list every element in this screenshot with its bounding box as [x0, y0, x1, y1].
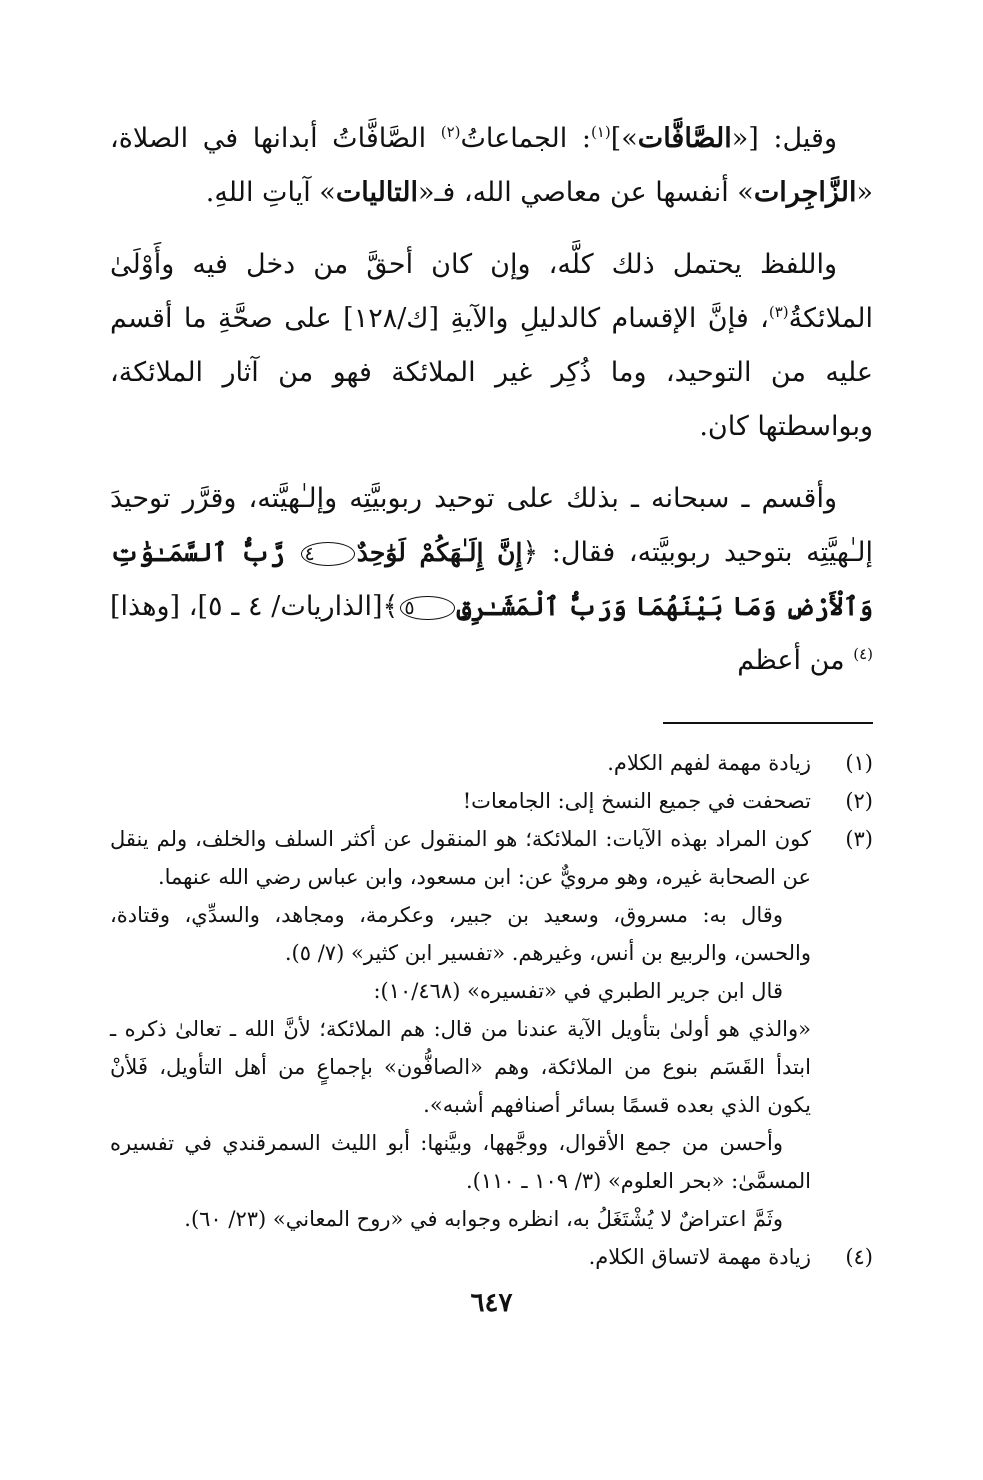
footnote-3-continuation: وقال به: مسروق، وسعيد بن جبير، وعكرمة، ومجاهد، والسدِّي، وقتادة، والحسن، والربيع بن أنس، وغيرهم. «تفسير ابن كثير» (٧/ ٥). — [110, 903, 811, 965]
footnote-text: كون المراد بهذه الآيات: الملائكة؛ هو المنقول عن أكثر السلف والخلف، ولم ينقل عن الصحابة غيره، وهو مرويٌّ عن: ابن مسعود، وابن عباس رضي الله عنهما. — [110, 827, 811, 889]
footnote-text: زيادة مهمة لفهم الكلام. — [607, 751, 811, 775]
text-span: واللفظ يحتمل ذلك كلَّه، وإن كان أحقَّ من دخل فيه وأَوْلَىٰ الملائكةُ — [110, 249, 873, 334]
ayah-number-marker: ٥ — [400, 596, 454, 620]
footnote-3-quotation: «والذي هو أولىٰ بتأويل الآية عندنا من قال: هم الملائكة؛ لأنَّ الله ـ تعالىٰ ذكره ـ ابتدأ القَسَم بنوع من الملائكة، وهم «الصافُّون» بإجماعٍ من أهل التأويل، فَلأنْ يكون الذي بعده قسمًا بسائر أصنافهم أشبه». — [110, 1017, 811, 1117]
text-span: » آياتِ اللهِ. — [205, 177, 336, 208]
footnote-1 — [110, 744, 873, 782]
text-span: : الجماعاتُ — [460, 123, 591, 154]
footnote-4 — [110, 1238, 873, 1276]
footnote-3 — [110, 820, 873, 896]
text-span: وأقسم ـ سبحانه ـ بذلك على توحيد ربوبيَّتِه وإلـٰهيَّته، وقرَّر توحيدَ إلـٰهيَّتِه بتوحيد ربوبيَّته، فقال: ﴿ — [110, 483, 873, 568]
footnote-text: تصحفت في جميع النسخ إلى: الجامعات! — [462, 789, 811, 813]
footnote-ref-3[interactable]: (٣) — [768, 303, 789, 321]
paragraph-2 — [110, 238, 873, 454]
bold-term-taliyat: التاليات — [335, 177, 418, 208]
text-span: الصَّافَّاتُ أبدانها في الصلاة، « — [110, 123, 873, 208]
footnote-2 — [110, 782, 873, 820]
paragraph-3 — [110, 472, 873, 688]
footnote-number: (٤) — [845, 1245, 873, 1269]
paragraph-1 — [110, 112, 873, 220]
footnote-number: (٢) — [845, 789, 873, 813]
ayah-number-marker: ٤ — [301, 542, 355, 566]
text-span: ﴾[الذاريات/ ٤ ـ ٥]، [وهذا] — [110, 591, 399, 622]
footnote-ref-2[interactable]: (٢) — [440, 123, 461, 141]
footnote-3-continuation: قال ابن جرير الطبري في «تفسيره» (١٠/٤٦٨): — [373, 979, 783, 1003]
footnote-divider — [663, 722, 873, 724]
footnote-ref-4[interactable]: (٤) — [853, 645, 873, 663]
page-number: ٦٤٧ — [470, 1288, 513, 1318]
text-span: وقيل: [« — [731, 123, 837, 154]
footnotes — [110, 744, 873, 1276]
quran-verse-part-1: إِنَّ إِلَـٰهَكُمْ لَوَٰحِدٌ — [356, 538, 523, 567]
footnote-3-continuation: وأحسن من جمع الأقوال، ووجَّهها، وبيَّنها: أبو الليث السمرقندي في تفسيره المسمَّىٰ: «بحر العلوم» (٣/ ١٠٩ ـ ١١٠). — [110, 1131, 811, 1193]
text-span: »] — [610, 123, 638, 154]
text-span: من أعظم — [737, 645, 854, 676]
bold-term-zajirat: الزَّاجِرات — [753, 177, 857, 208]
book-page — [110, 112, 873, 1420]
bold-term-saffat: الصَّافَّات — [637, 123, 732, 154]
main-text — [110, 112, 873, 688]
footnote-number: (١) — [845, 751, 873, 775]
text-span: » أنفسها عن معاصي الله، فـ« — [417, 177, 754, 208]
footnote-3-continuation: وثَمَّ اعتراضٌ لا يُشْتَغَلُ به، انظره وجوابه في «روح المعاني» (٢٣/ ٦٠). — [184, 1207, 783, 1231]
footnote-ref-1[interactable]: (١) — [590, 123, 611, 141]
quran-verse-part-2: رَّبُّ ٱلسَّمَـٰوَٰتِ وَٱلْأَرْضِ وَمَا بَيْنَهُمَا وَرَبُّ ٱلْمَشَـٰرِقِ — [110, 538, 873, 621]
footnote-text: زيادة مهمة لاتساق الكلام. — [588, 1245, 811, 1269]
footnote-number: (٣) — [845, 827, 873, 851]
text-span: ، فإنَّ الإقسام كالدليلِ والآيةِ [ك/١٢٨] على صحَّةِ ما أقسم عليه من التوحيد، وما ذُكِر غير الملائكة فهو من آثار الملائكة، وبواسطتها كان. — [110, 303, 873, 442]
